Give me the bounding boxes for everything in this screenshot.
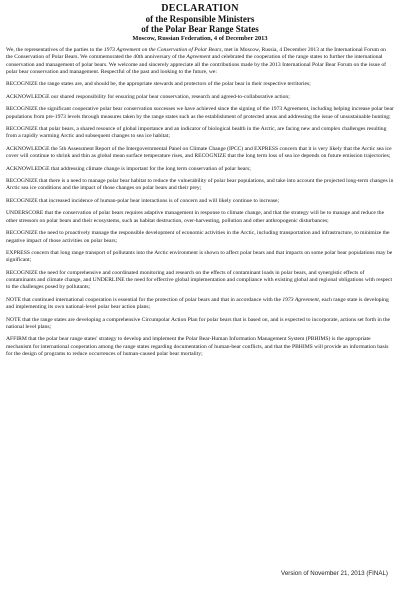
clause-paragraph: RECOGNIZE that increased incidence of human-polar bear interactions is of concern and will likely continue to increase; [6,197,280,204]
note-text-a: NOTE that continued international cooperation is essential for the protection of polar bears and that in accordance with the [6,296,283,303]
agreement-title: 1973 Agreement on the Conservation of Polar Bears [103,47,222,53]
clause-paragraph: NOTE that the range states are developing a comprehensive Circumpolar Action Plan for polar bears that is based on, and is expected to incorporate, actions set forth in the national level plans; [6,316,390,330]
declaration-header [0,0,400,43]
clause-paragraph: RECOGNIZE the significant cooperative polar bear conservation successes we have achieved since the signing of the 1973 Agreement, including helping increase polar bear populations from pre-1973 levels through measures taken by the range states such as the establishment of protected areas and addressing the issue of unsustainable hunting; [6,106,394,120]
clause-paragraph: EXPRESS concern that long range transport of pollutants into the Arctic environment is shown to affect polar bears and that impacts on some polar bear populations may be significant; [6,250,393,264]
declaration-body [6,47,394,364]
clause-paragraph: ACKNOWLEDGE the 5th Assessment Report of the Intergovernmental Panel on Climate Change (IPCC) and EXPRESS concern that it is very likely that the Arctic sea ice cover will continue to shrink and thin as global mean surface temperature rises, and RECOGNIZE that the long term loss of sea ice depends on future emission trajectories; [6,145,392,160]
intro-text-a: We, the representatives of the parties to the [6,47,104,53]
declaration-place-date: Moscow, Russian Federation, 4 of December 2013 [132,35,268,42]
agreement-year-title: 1973 Agreement [282,296,319,303]
note-paragraph [6,297,394,312]
agreement-short-title: Agreement [186,54,211,61]
version-footer: Version of November 21, 2013 (FINAL) [281,570,388,577]
clause-paragraph: RECOGNIZE the range states are, and should be, the appropriate stewards and protectors of the polar bear in their respective territories; [6,81,311,88]
declaration-subtitle-range-states: of the Polar Bear Range States [141,24,259,34]
declaration-subtitle-ministers: of the Responsible Ministers [145,14,255,24]
intro-paragraph [6,47,394,76]
clause-paragraph: RECOGNIZE that polar bears, a shared resource of global importance and an indicator of biological health in the Arctic, are facing new and complex challenges resulting from a rapidly warming Arctic and subsequent changes to sea ice habitat; [6,126,387,140]
clause-paragraph: ACKNOWLEDGE our shared responsibility for ensuring polar bear conservation, research and agreed-to-collaborative action; [6,93,290,100]
declaration-title: DECLARATION [161,3,239,14]
intro-text-c: and celebrated the cooperation of the range states to further the international conservation and management of polar bears. We welcome and sincerely appreciate all the contributions made by the 2013 International Polar Bear Forum on the issue of polar bear conservation and management. Respectful of the past and looking to the future, we: [6,54,387,75]
note-text-b: , each range state is developing and implementing its own national-level polar bear action plans; [6,296,389,311]
clause-paragraph: RECOGNIZE the need to proactively manage the responsible development of economic activities in the Arctic, including transportation and infrastructure, to minimize the negative impact of those activities on polar bears; [6,230,390,244]
clause-paragraph: UNDERSCORE that the conservation of polar bears requires adaptive management in response to climate change, and that the strategy will be to manage and reduce the other stressors on polar bears and their ecosystems, such as habitat destruction, over-harvesting, pollution and other anthropogenic disturbances; [6,210,385,224]
clause-paragraph: AFFIRM that the polar bear range states' strategy to develop and implement the Polar Bear-Human Information Management System (PBHIMS) is the appropriate mechanism for international cooperation among the range states regarding documentation of human-bear conflicts, and that the PBHIMS will provide an information basis for the design of programs to reduce occurrences of human-caused polar bear mortality; [6,336,389,358]
clause-paragraph: ACKNOWLEDGE that addressing climate change is important for the long term conservation of polar bears; [6,165,251,172]
clause-paragraph: RECOGNIZE that there is a need to manage polar bear habitat to reduce the vulnerability of polar bear populations, and take into account the projected long-term changes in Arctic sea ice conditions and the impact of those changes on polar bears and their prey; [6,178,394,192]
intro-text-b: , met in Moscow, Russia, 4 December 2013 at the International Forum on the Conservation of Polar Bears. We commemorated the 40th anniversary of the [6,47,386,61]
clause-paragraph: RECOGNIZE the need for comprehensive and coordinated monitoring and research on the effects of contaminant loads in polar bears, and synergistic effects of contaminants and climate change, and UNDERLINE the need for effective global implementation and compliance with existing global and regional obligations with respect to the challenges posed by pollutants; [6,269,393,291]
